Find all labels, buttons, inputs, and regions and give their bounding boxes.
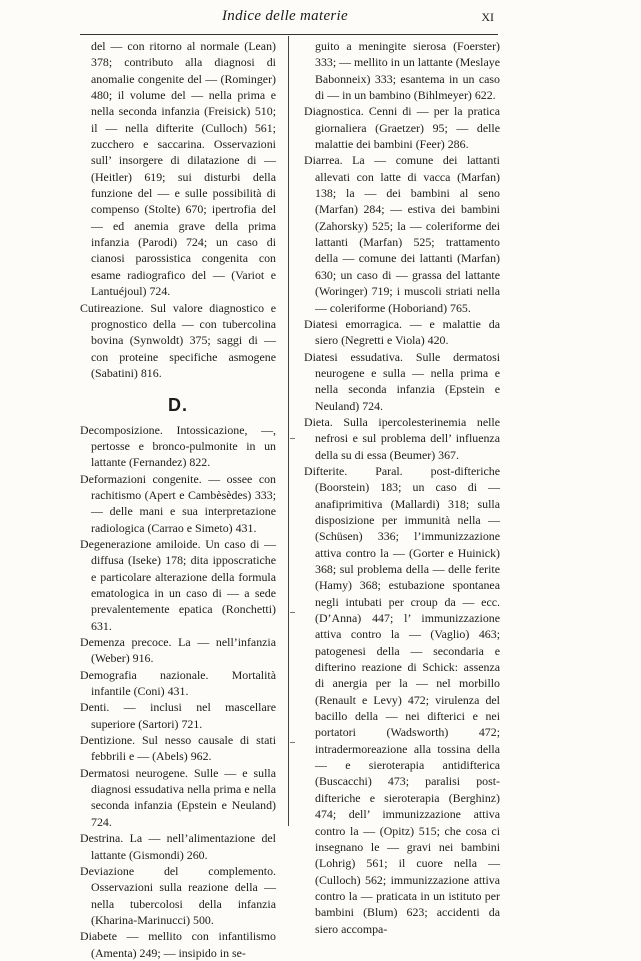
index-entry: Diatesi emorragica. — e malattie da siero (Negretti e Viola) 420. [304,316,500,348]
index-entry: Dentizione. Sul nesso causale di stati febbrili e — (Abels) 962. [80,733,276,764]
index-entry: Difterite. Paral. post-difteriche (Boorstein) 183; un caso di — anafiprimitiva (Mallardi) 318; sulla disposizione per immunità nella — (Schüsen) 336; l’immunizzazione attiva contro la — (Gorter e Huinick) 368; sul problema della — delle ferite (Hamy) 368; estubazione spontanea negli intubati per croup da — ecc. (D’Anna) 447; l’ immunizzazione attiva contro la — (Vaglio) 463; patogenesi della — secondaria e difterino reazione di Schick: assenza di anergia per la — nel morbillo (Renault e Levy) 472; virulenza del bacillo della — nei difterici e nei portatori (Wadsworth) 472; intradermoreazione alla tossina della — e sieroterapia antidifterica (Buscacchi) 473; paralisi post-difteriche e sieroterapia (Berghinz) 474; dell’ immunizzazione attiva contro la — (Opitz) 515; che cosa ci insegnano le — gravi nei bambini (Lohrig) 561; il cuore nella — (Culloch) 562; immunizzazione attiva contro la — praticata in un istituto per bambini (Blum) 623; accidenti da siero accompa- [304,463,500,936]
index-entry: Demenza precoce. La — nell’infanzia (Weber) 916. [80,635,276,666]
index-entry: Dermatosi neurogene. Sulle — e sulla diagnosi essudativa nella prima e nella seconda infanzia (Epstein e Neuland) 724. [80,765,276,829]
right-column [304,38,500,937]
index-entry: Diatesi essudativa. Sulle dermatosi neurogene e sulla — nella prima e nella seconda infanzia (Epstein e Neuland) 724. [304,349,500,413]
header-rule [80,34,498,35]
index-entry: Diarrea. La — comune dei lattanti allevati con latte di vacca (Marfan) 138; la — dei bambini al seno (Marfan) 284; — estiva dei bambini (Zahorsky) 525; la — coleriforme dei lattanti (Marfan) 525; trattamento della — comune dei lattanti (Marfan) 630; un caso di — grassa del lattante (Woringer) 719; i muscoli striati nella — coleriforme (Hoboriand) 765. [304,153,500,315]
index-entry: Deformazioni congenite. — ossee con rachitismo (Apert e Cambèsèdes) 333; — delle mani e sua interpretazione radiologica (Carrao e Simeto) 431. [80,471,276,535]
index-entry: Diabete — mellito con infantilismo (Amenta) 249; — insipido in se- [80,929,276,960]
index-entry-continuation: del — con ritorno al normale (Lean) 378; contributo alla diagnosi di anomalie congenite del — (Rominger) 480; il volume del — nella prima e nella seconda infanzia (Freisick) 510; il — nella difterite (Culloch) 561; zucchero e saccarina. Osservazioni sull’ insorgere di dilatazione di — (Heitler) 619; sui disturbi della funzione del — e sulle possibilità di compenso (Stolte) 670; ipertrofia del — ed anemia grave della prima infanzia (Parodi) 724; un caso di cianosi parossistica congenita con esame radiografico del — (Variot e Lantuéjoul) 724. [91,39,276,299]
index-entry: Diagnostica. Cenni di — per la pratica giornaliera (Graetzer) 95; — delle malattie dei bambini (Feer) 286. [304,104,500,152]
margin-tick [290,612,295,617]
index-entry: Deviazione del complemento. Osservazioni sulla reazione della — nella tubercolosi della infanzia (Kharina-Marinucci) 500. [80,863,276,927]
index-entry: Dieta. Sulla ipercolesterinemia nelle nefrosi e sul problema dell’ influenza della su di essa (Beumer) 367. [304,414,500,462]
index-entry: Demografia nazionale. Mortalità infantile (Coni) 431. [80,667,276,699]
index-entry-continuation: guito a meningite sierosa (Foerster) 333; — mellito in un lattante (Meslaye Babonneix) 333; esantema in un caso di — in un bambino (Bihlmeyer) 622. [315,39,500,103]
index-entry: Destrina. La — nell’alimentazione del lattante (Gismondi) 260. [80,831,276,862]
margin-tick [290,742,295,747]
index-entry: Decomposizione. Intossicazione, —, pertosse e bronco-pulmonite in un lattante (Fernandez) 822. [80,422,276,470]
left-column [80,38,276,961]
index-entry: Degenerazione amiloide. Un caso di — diffusa (Iseke) 178; dita ipposcratiche e particolare alterazione della formula ematologica in un caso di — a sede prevalentemente epatica (Ronchetti) 631. [80,536,276,633]
index-entry: Cutireazione. Sul valore diagnostico e prognostico della — con tubercolina bovina (Synwoldt) 375; saggi di — con proteine specifiche asmogene (Sabatini) 816. [80,300,276,380]
section-letter-heading: D. [168,395,188,416]
index-entry: Denti. — inclusi nel mascellare superiore (Sartori) 721. [80,700,276,731]
page-number: XI [481,10,494,24]
running-title: Indice delle materie [222,8,348,24]
column-divider [288,36,289,826]
margin-tick [290,438,295,443]
page-header [80,6,494,36]
